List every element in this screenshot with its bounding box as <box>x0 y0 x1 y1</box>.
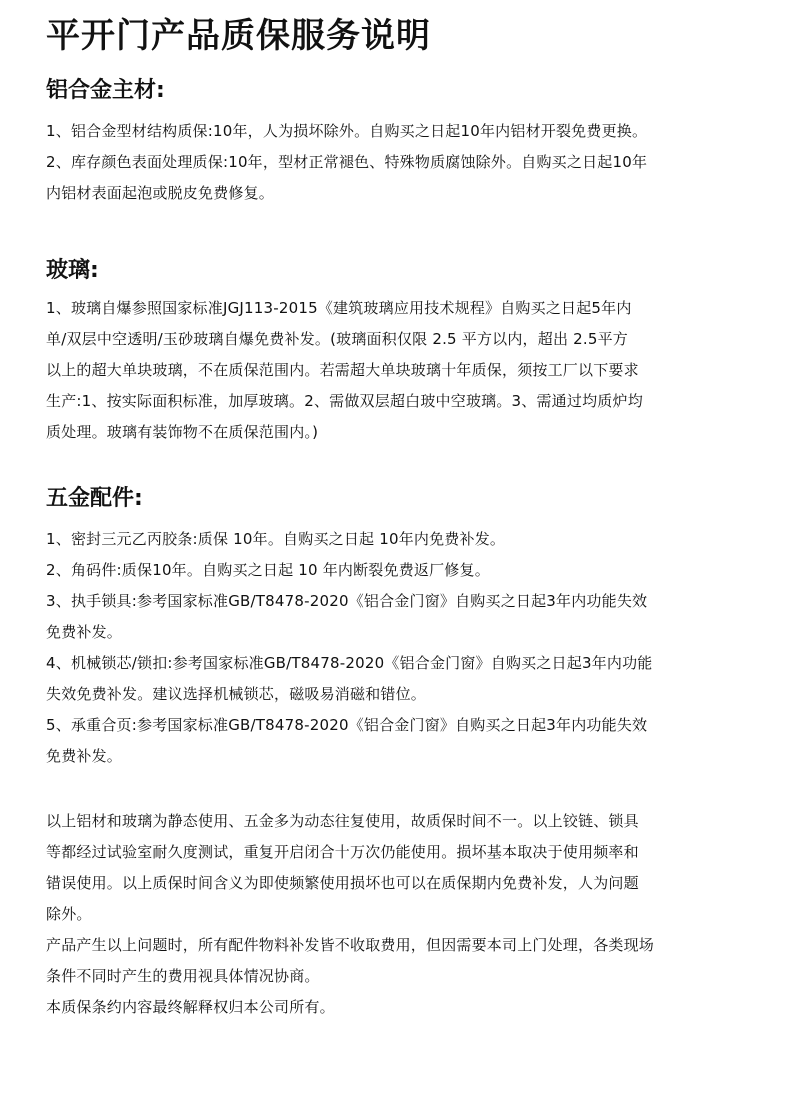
glass-item-1 <box>46 293 774 448</box>
text-line: 失效免费补发。建议选择机械锁芯，磁吸易消磁和错位。 <box>46 685 427 703</box>
text-line: 等都经过试验室耐久度测试，重复开启闭合十万次仍能使用。损坏基本取决于使用频率和 <box>46 843 639 861</box>
aluminum-item-1 <box>46 116 774 147</box>
text-line: 1、密封三元乙丙胶条:质保 10年。自购买之日起 10年内免费补发。 <box>46 530 506 548</box>
text-line: 以上的超大单块玻璃，不在质保范围内。若需超大单块玻璃十年质保，须按工厂以下要求 <box>46 361 639 379</box>
text-line: 条件不同时产生的费用视具体情况协商。 <box>46 967 320 985</box>
text-line: 5、承重合页:参考国家标准GB/T8478-2020《铝合金门窗》自购买之日起3年内功能失效 <box>46 716 648 734</box>
text-line: 2、库存颜色表面处理质保:10年，型材正常褪色、特殊物质腐蚀除外。自购买之日起10年 <box>46 153 648 171</box>
section-heading-glass: 玻璃: <box>46 258 99 283</box>
hardware-item-5 <box>46 710 774 772</box>
aluminum-item-2 <box>46 147 774 209</box>
text-line: 1、铝合金型材结构质保:10年，人为损坏除外。自购买之日起10年内铝材开裂免费更换。 <box>46 122 648 140</box>
text-line: 1、玻璃自爆参照国家标准JGJ113-2015《建筑玻璃应用技术规程》自购买之日起5年内 <box>46 299 632 317</box>
text-line: 生产:1、按实际面积标准，加厚玻璃。2、需做双层超白玻中空玻璃。3、需通过均质炉均 <box>46 392 643 410</box>
text-line: 本质保条约内容最终解释权归本公司所有。 <box>46 998 335 1016</box>
hardware-item-3 <box>46 586 774 648</box>
text-line: 质处理。玻璃有装饰物不在质保范围内。) <box>46 423 319 441</box>
hardware-item-2 <box>46 555 774 586</box>
text-line: 3、执手锁具:参考国家标准GB/T8478-2020《铝合金门窗》自购买之日起3年内功能失效 <box>46 592 648 610</box>
text-line: 错误使用。以上质保时间含义为即使频繁使用损坏也可以在质保期内免费补发，人为问题 <box>46 874 639 892</box>
text-line: 以上铝材和玻璃为静态使用、五金多为动态往复使用，故质保时间不一。以上铰链、锁具 <box>46 812 639 830</box>
note-costs <box>46 930 774 992</box>
text-line: 2、角码件:质保10年。自购买之日起 10 年内断裂免费返厂修复。 <box>46 561 490 579</box>
page-title: 平开门产品质保服务说明 <box>46 16 431 56</box>
text-line: 4、机械锁芯/锁扣:参考国家标准GB/T8478-2020《铝合金门窗》自购买之日起3年内功能 <box>46 654 653 672</box>
hardware-item-4 <box>46 648 774 710</box>
section-heading-aluminum: 铝合金主材: <box>46 78 165 103</box>
section-heading-hardware: 五金配件: <box>46 486 143 511</box>
text-line: 免费补发。 <box>46 747 123 765</box>
text-line: 内铝材表面起泡或脱皮免费修复。 <box>46 184 275 202</box>
note-interpretation <box>46 992 774 1023</box>
text-line: 产品产生以上问题时，所有配件物料补发皆不收取费用，但因需要本司上门处理，各类现场 <box>46 936 655 954</box>
note-usage <box>46 806 774 930</box>
text-line: 除外。 <box>46 905 92 923</box>
hardware-item-1 <box>46 524 774 555</box>
text-line: 免费补发。 <box>46 623 123 641</box>
text-line: 单/双层中空透明/玉砂玻璃自爆免费补发。(玻璃面积仅限 2.5 平方以内，超出 2.5平方 <box>46 330 628 348</box>
